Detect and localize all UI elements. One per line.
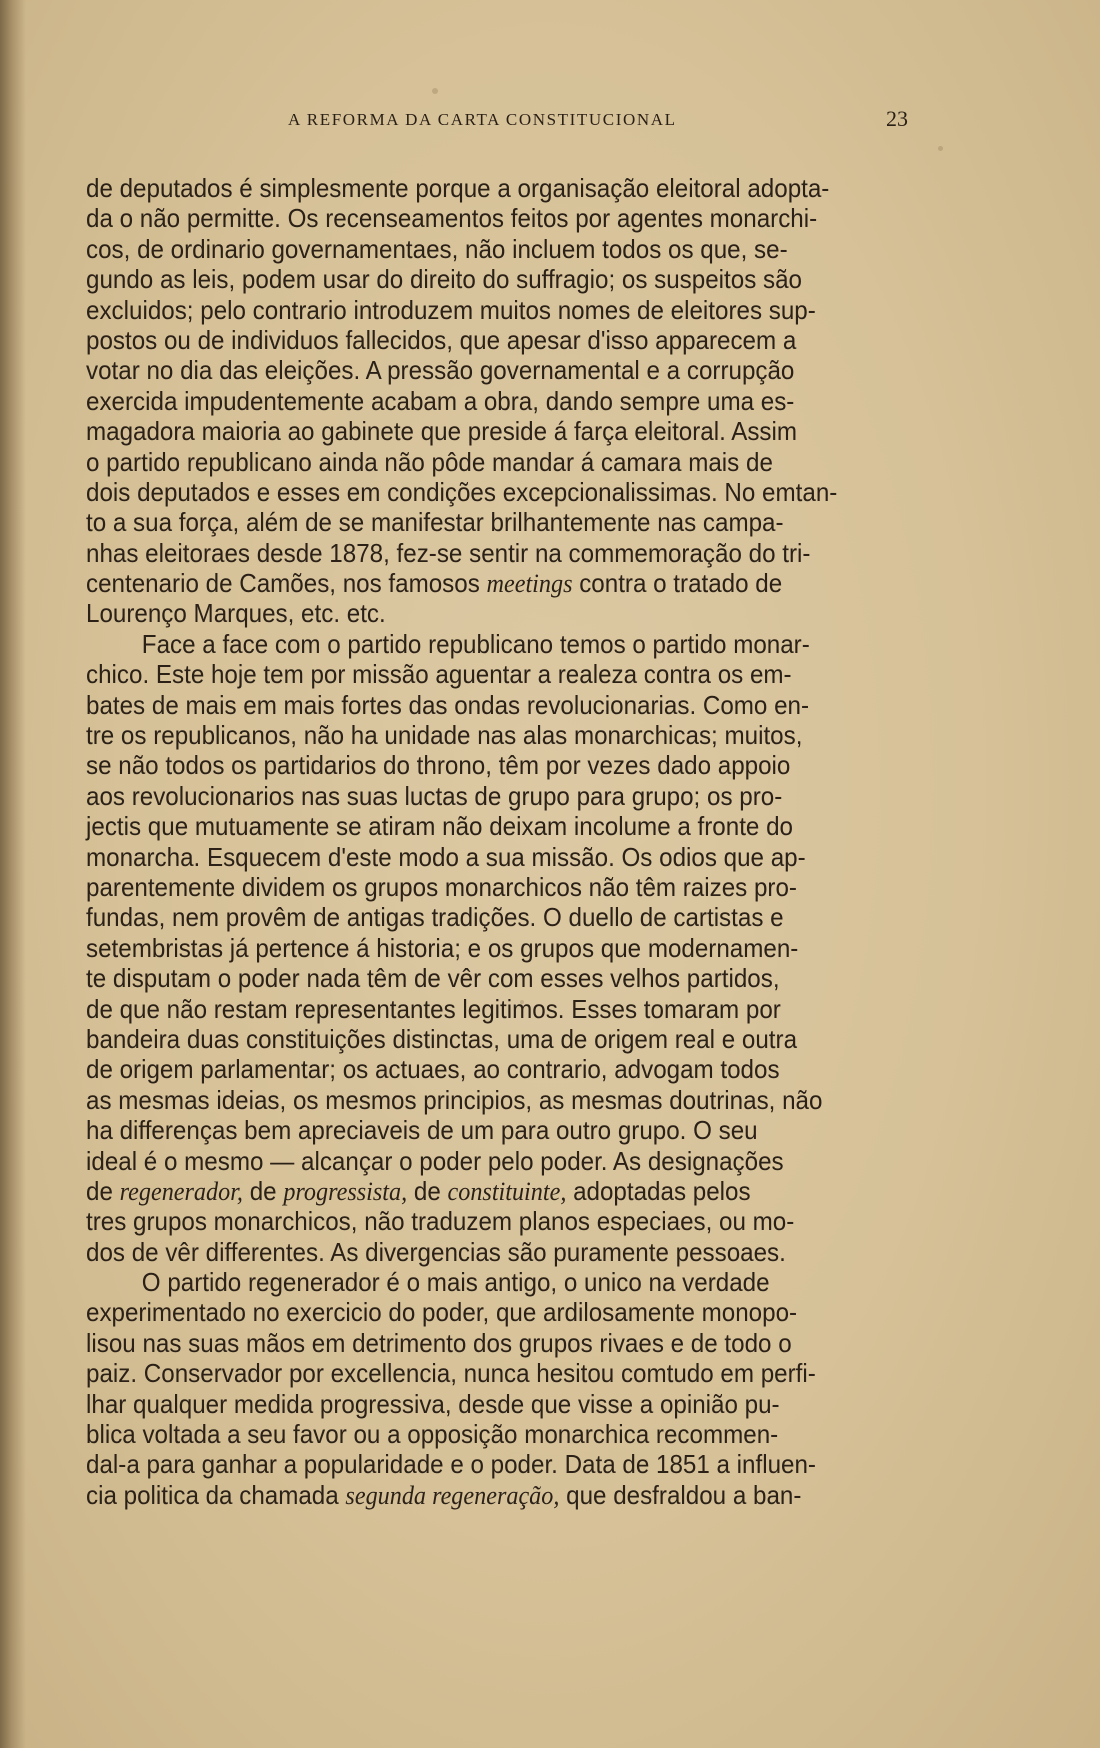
text-line: centenario de Camões, nos famosos meetings contra o tratado de [86, 568, 783, 599]
text-line: blica voltada a seu favor ou a opposição monarchica recommen- [86, 1419, 779, 1450]
text-line: lisou nas suas mãos em detrimento dos grupos rivaes e de todo o [86, 1327, 792, 1358]
text-line: de deputados é simplesmente porque a organisação eleitoral adopta- [86, 173, 830, 203]
text-line: de origem parlamentar; os actuaes, ao contrario, advogam todos [86, 1054, 780, 1085]
paragraph [86, 173, 906, 629]
text-line: aos revolucionarios nas suas luctas de grupo para grupo; os pro- [86, 780, 783, 811]
text-line: chico. Este hoje tem por missão aguentar a realeza contra os em- [86, 659, 792, 690]
page-gutter-shadow [0, 0, 26, 1748]
text-line: Face a face com o partido republicano temos o partido monar- [141, 628, 810, 659]
text-line: experimentado no exercicio do poder, que ardilosamente monopo- [86, 1297, 798, 1328]
page-number: 23 [886, 106, 908, 131]
text-line: jectis que mutuamente se atiram não deixam incolume a fronte do [86, 811, 793, 842]
text-line: lhar qualquer medida progressiva, desde que visse a opinião pu- [86, 1388, 780, 1419]
page-header [88, 106, 908, 140]
text-line: to a sua força, além de se manifestar brilhantemente nas campa- [86, 507, 784, 538]
text-line: magadora maioria ao gabinete que preside á farça eleitoral. Assim [86, 416, 798, 447]
text-line: Lourenço Marques, etc. etc. [86, 598, 386, 629]
text-line: de regenerador, de progressista, de constituinte, adoptadas pelos [86, 1175, 751, 1206]
text-line: excluidos; pelo contrario introduzem muitos nomes de eleitores sup- [86, 294, 816, 325]
ink-speck [432, 88, 438, 94]
text-line: exercida impudentemente acabam a obra, dando sempre uma es- [86, 385, 795, 416]
text-line: setembristas já pertence á historia; e os grupos que modernamen- [86, 932, 799, 963]
text-line: fundas, nem provêm de antigas tradições. O duello de cartistas e [86, 902, 784, 933]
running-title: A REFORMA DA CARTA CONSTITUCIONAL [288, 110, 677, 129]
italic-term: regenerador, [119, 1176, 243, 1206]
text-line: votar no dia das eleições. A pressão governamental e a corrupção [86, 355, 795, 386]
italic-term: segunda regeneração, [345, 1480, 560, 1510]
text-line: ideal é o mesmo — alcançar o poder pelo poder. As designações [86, 1145, 784, 1176]
text-line: dois deputados e esses em condições excepcionalissimas. No emtan- [86, 476, 838, 507]
paragraph [86, 1267, 906, 1510]
text-line: tres grupos monarchicos, não traduzem planos especiaes, ou mo- [86, 1206, 795, 1237]
text-line: cia politica da chamada segunda regeneração, que desfraldou a ban- [86, 1479, 802, 1510]
text-line: o partido republicano ainda não pôde mandar á camara mais de [86, 446, 773, 477]
text-line: as mesmas ideias, os mesmos principios, as mesmas doutrinas, não [86, 1084, 823, 1115]
text-line: tre os republicanos, não ha unidade nas alas monarchicas; muitos, [86, 720, 803, 751]
body-text [86, 173, 906, 1510]
text-line: O partido regenerador é o mais antigo, o unico na verdade [141, 1267, 770, 1298]
italic-term: progressista, [283, 1176, 408, 1206]
italic-term: constituinte, [447, 1176, 567, 1206]
text-line: bates de mais em mais fortes das ondas revolucionarias. Como en- [86, 689, 810, 720]
italic-term: meetings [486, 569, 573, 599]
text-line: parentemente dividem os grupos monarchicos não têm raizes pro- [86, 871, 797, 902]
text-line: gundo as leis, podem usar do direito do suffragio; os suspeitos são [86, 264, 802, 295]
text-line: bandeira duas constituições distinctas, uma de origem real e outra [86, 1023, 798, 1054]
text-line: te disputam o poder nada têm de vêr com esses velhos partidos, [86, 963, 780, 994]
text-line: se não todos os partidarios do throno, têm por vezes dado appoio [86, 750, 791, 781]
text-line: da o não permitte. Os recenseamentos feitos por agentes monarchi- [86, 203, 818, 234]
paragraph [86, 629, 906, 1267]
text-line: de que não restam representantes legitimos. Esses tomaram por [86, 993, 781, 1024]
ink-speck [938, 146, 943, 151]
text-line: nhas eleitoraes desde 1878, fez-se sentir na commemoração do tri- [86, 537, 811, 568]
text-line: paiz. Conservador por excellencia, nunca hesitou comtudo em perfi- [86, 1358, 816, 1389]
text-line: monarcha. Esquecem d'este modo a sua missão. Os odios que ap- [86, 841, 806, 872]
text-line: dos de vêr differentes. As divergencias são puramente pessoaes. [86, 1236, 786, 1267]
text-line: cos, de ordinario governamentaes, não incluem todos os que, se- [86, 233, 788, 264]
text-line: dal-a para ganhar a popularidade e o poder. Data de 1851 a influen- [86, 1449, 816, 1480]
text-line: ha differenças bem apreciaveis de um para outro grupo. O seu [86, 1115, 758, 1146]
text-line: postos ou de individuos fallecidos, que apesar d'isso apparecem a [86, 324, 797, 355]
